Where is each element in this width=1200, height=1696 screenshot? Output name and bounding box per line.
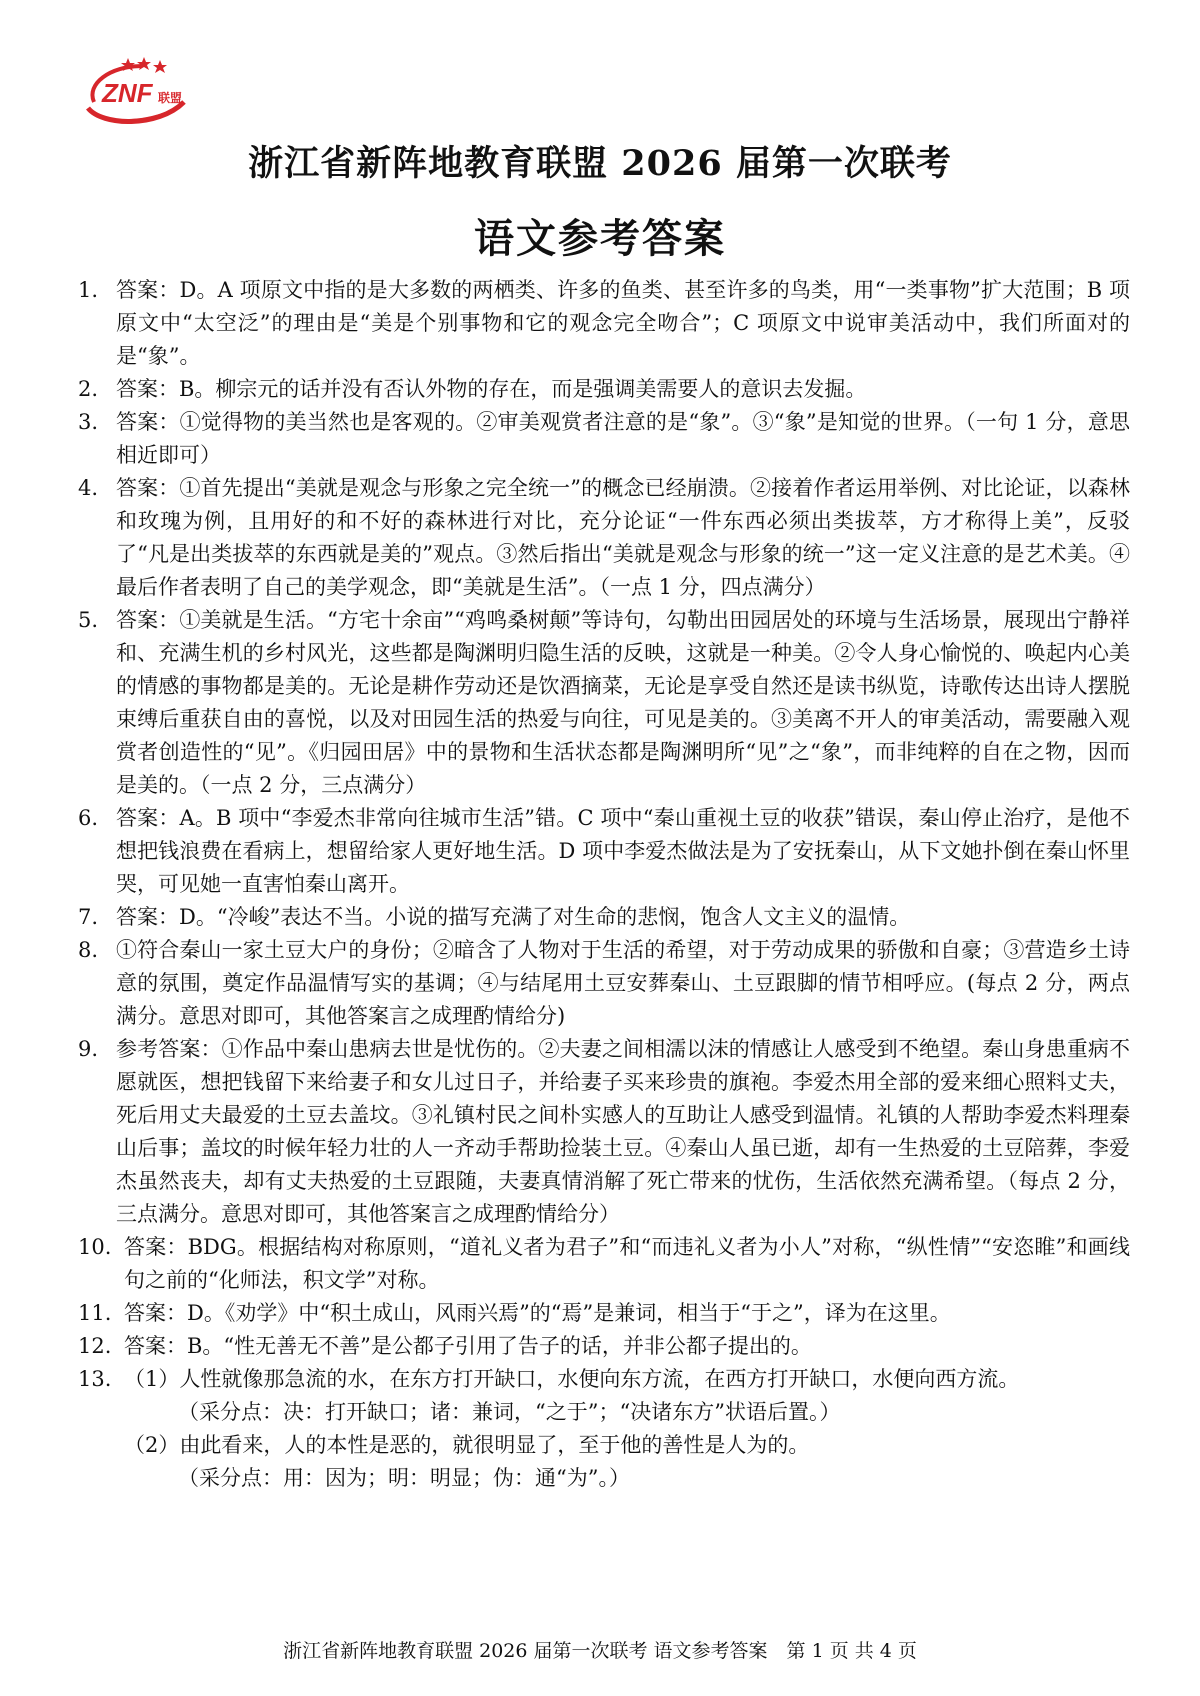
question-number: 13. [78,1367,112,1391]
answer-text: 答案：B。“性无善无不善”是公都子引用了告子的话，并非公都子提出的。 [124,1334,812,1358]
answer-item [78,1033,1130,1231]
answer-item [78,802,1130,901]
answer-text: 答案：B。柳宗元的话并没有否认外物的存在，而是强调美需要人的意识去发掘。 [116,377,867,401]
translation-part [124,1429,1130,1462]
question-number: 10. [78,1235,112,1259]
question-number: 1. [78,278,99,302]
answer-key-title: 语文参考答案 [474,215,726,262]
page-footer: 浙江省新阵地教育联盟 2026 届第一次联考 语文参考答案 第 1 页 共 4 页 [283,1640,917,1662]
translation-part [124,1363,1130,1396]
answer-item [78,1231,1130,1297]
answer-item [78,1297,1130,1330]
answer-text: 答案：①美就是生活。“方宅十余亩”“鸡鸣桑树颠”等诗句，勾勒出田园居处的环境与生活场景，展现出宁静祥和、充满生机的乡村风光，这些都是陶渊明归隐生活的反映，这就是一种美。②令人身心愉悦的、唤起内心美的情感的事物都是美的。无论是耕作劳动还是饮酒摘菜，无论是享受自然还是读书纵览，诗歌传达出诗人摆脱束缚后重获自由的喜悦，以及对田园生活的热爱与向往，可见是美的。③美离不开人的审美活动，需要融入观赏者创造性的“见”。《归园田居》中的景物和生活状态都是陶渊明所“见”之“象”，而非纯粹的自在之物，因而是美的。（一点 2 分，三点满分） [116,608,1130,797]
part-label: （2） [124,1433,180,1457]
question-number: 8. [78,938,99,962]
question-number: 5. [78,608,99,632]
question-number: 9. [78,1037,99,1061]
question-number: 6. [78,806,99,830]
answer-text: 参考答案：①作品中秦山患病去世是忧伤的。②夫妻之间相濡以沫的情感让人感受到不绝望。秦山身患重病不愿就医，想把钱留下来给妻子和女儿过日子，并给妻子买来珍贵的旗袍。李爱杰用全部的爱来细心照料丈夫，死后用丈夫最爱的土豆去盖坟。③礼镇村民之间朴实感人的互助让人感受到温情。礼镇的人帮助李爱杰料理秦山后事；盖坟的时候年轻力壮的人一齐动手帮助捡装土豆。④秦山人虽已逝，却有一生热爱的土豆陪葬，李爱杰虽然丧夫，却有丈夫热爱的土豆跟随，夫妻真情消解了死亡带来的忧伤，生活依然充满希望。（每点 2 分，三点满分。意思对即可，其他答案言之成理酌情给分） [116,1037,1130,1226]
answer-item [78,373,1130,406]
answer-text: 答案：A。B 项中“李爱杰非常向往城市生活”错。C 项中“秦山重视土豆的收获”错误，秦山停止治疗，是他不想把钱浪费在看病上，想留给家人更好地生活。D 项中李爱杰做法是为了安抚秦山，从下文她扑倒在秦山怀里哭，可见她一直害怕秦山离开。 [116,806,1130,896]
question-number: 12. [78,1334,112,1358]
answer-item [78,604,1130,802]
logo-text: ZNF [102,78,153,108]
answer-text: 答案：BDG。根据结构对称原则，“道礼义者为君子”和“而违礼义者为小人”对称，“纵性情”“安恣睢”和画线句之前的“化师法，积文学”对称。 [124,1235,1130,1292]
translation-answers [124,1363,1130,1495]
question-number: 2. [78,377,99,401]
answer-item [78,472,1130,604]
answer-text: 答案：①首先提出“美就是观念与形象之完全统一”的概念已经崩溃。②接着作者运用举例、对比论证，以森林和玫瑰为例，且用好的和不好的森林进行对比，充分论证“一件东西必须出类拔萃，方才称得上美”，反驳了“凡是出类拔萃的东西就是美的”观点。③然后指出“美就是观念与形象的统一”这一定义注意的是艺术美。④最后作者表明了自己的美学观念，即“美就是生活”。（一点 1 分，四点满分） [116,476,1130,599]
answer-item-13 [78,1363,1130,1495]
answer-item [78,901,1130,934]
answer-item [78,274,1130,373]
answer-text: 答案：D。A 项原文中指的是大多数的两栖类、许多的鱼类、甚至许多的鸟类，用“一类事物”扩大范围；B 项原文中“太空泛”的理由是“美是个别事物和它的观念完全吻合”；C 项原文中说审美活动中，我们所面对的是“象”。 [116,278,1130,368]
answer-text: 答案：①觉得物的美当然也是客观的。②审美观赏者注意的是“象”。③“象”是知觉的世界。（一句 1 分，意思相近即可） [116,410,1130,467]
answer-text: 答案：D。《劝学》中“积土成山，风雨兴焉”的“焉”是兼词，相当于“于之”，译为在这里。 [124,1301,951,1325]
scoring-note: （采分点：用：因为；明：明显；伪：通“为”。） [178,1466,630,1490]
translation-text: 人性就像那急流的水，在东方打开缺口，水便向东方流，在西方打开缺口，水便向西方流。 [179,1367,1020,1391]
exam-title: 浙江省新阵地教育联盟 2026 届第一次联考 [248,143,952,184]
answer-item [78,406,1130,472]
scoring-note: （采分点：决：打开缺口；诸：兼词，“之于”；“决诸东方”状语后置。） [178,1400,841,1424]
question-number: 7. [78,905,99,929]
question-number: 4. [78,476,99,500]
znf-logo [80,56,200,132]
question-number: 3. [78,410,99,434]
answer-text: 答案：D。“冷峻”表达不当。小说的描写充满了对生命的悲悯，饱含人文主义的温情。 [116,905,911,929]
answer-item [78,934,1130,1033]
part-label: （1） [124,1367,180,1391]
translation-text: 由此看来，人的本性是恶的，就很明显了，至于他的善性是人为的。 [179,1433,810,1457]
logo-badge: 联盟 [158,91,183,105]
answer-item [78,1330,1130,1363]
question-number: 11. [78,1301,112,1325]
answer-text: ①符合秦山一家土豆大户的身份；②暗含了人物对于生活的希望，对于劳动成果的骄傲和自豪；③营造乡土诗意的氛围，奠定作品温情写实的基调；④与结尾用土豆安葬秦山、土豆跟脚的情节相呼应。(每点 2 分，两点满分。意思对即可，其他答案言之成理酌情给分) [116,938,1130,1028]
answer-list [78,274,1130,1495]
